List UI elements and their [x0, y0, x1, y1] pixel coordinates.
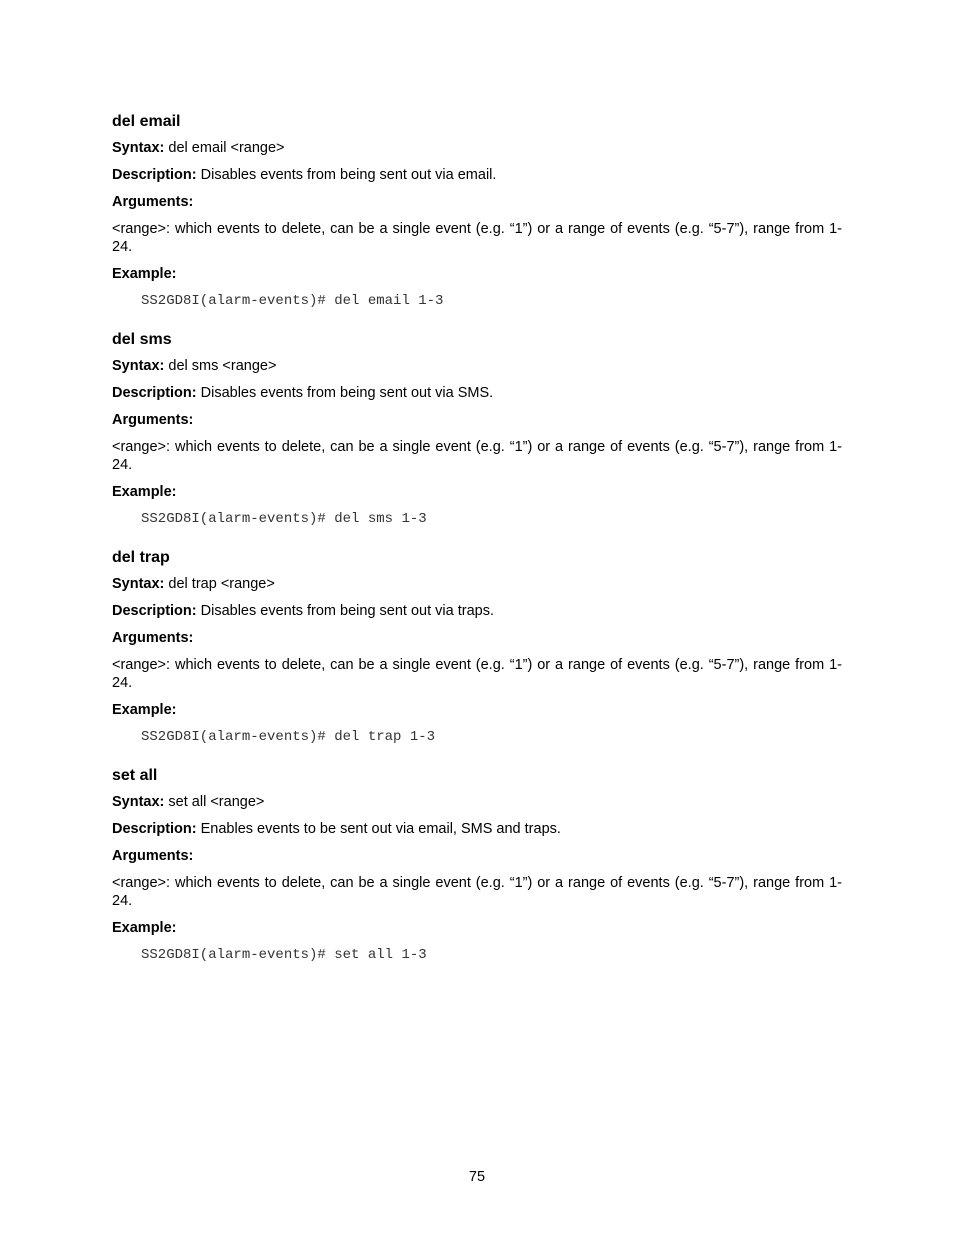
example-label: Example: [112, 702, 177, 718]
syntax-label: Syntax: [112, 358, 165, 374]
arguments-label: Arguments: [112, 630, 194, 646]
arguments-label: Arguments: [112, 848, 194, 864]
syntax-line [112, 139, 842, 157]
description-line [112, 384, 842, 402]
example-code: SS2GD8I(alarm-events)# del email 1-3 [141, 293, 444, 309]
document-body [112, 112, 842, 964]
description-label: Description: [112, 167, 197, 183]
description-value: Disables events from being sent out via SMS. [200, 385, 494, 401]
syntax-label: Syntax: [112, 794, 165, 810]
description-line [112, 602, 842, 620]
arguments-text: <range>: which events to delete, can be a single event (e.g. “1”) or a range of events (e.g. “5-7”), range from 1-24. [112, 875, 842, 909]
command-section-del-sms [112, 330, 842, 528]
example-code: SS2GD8I(alarm-events)# del sms 1-3 [141, 511, 427, 527]
example-label: Example: [112, 266, 177, 282]
syntax-label: Syntax: [112, 576, 165, 592]
syntax-value: del sms <range> [168, 358, 277, 374]
example-label: Example: [112, 484, 177, 500]
arguments-label: Arguments: [112, 412, 194, 428]
command-section-del-email [112, 112, 842, 310]
arguments-text: <range>: which events to delete, can be a single event (e.g. “1”) or a range of events (e.g. “5-7”), range from 1-24. [112, 221, 842, 255]
syntax-value: del trap <range> [168, 576, 275, 592]
description-value: Disables events from being sent out via traps. [200, 603, 494, 619]
command-title: del email [112, 113, 181, 130]
arguments-text: <range>: which events to delete, can be a single event (e.g. “1”) or a range of events (e.g. “5-7”), range from 1-24. [112, 657, 842, 691]
syntax-value: set all <range> [168, 794, 265, 810]
description-label: Description: [112, 603, 197, 619]
arguments-text: <range>: which events to delete, can be a single event (e.g. “1”) or a range of events (e.g. “5-7”), range from 1-24. [112, 439, 842, 473]
syntax-label: Syntax: [112, 140, 165, 156]
page-number: 75 [468, 1169, 486, 1185]
example-code: SS2GD8I(alarm-events)# set all 1-3 [141, 947, 427, 963]
command-title: del sms [112, 331, 172, 348]
command-title: del trap [112, 549, 170, 566]
syntax-line [112, 357, 842, 375]
example-label: Example: [112, 920, 177, 936]
description-value: Enables events to be sent out via email, SMS and traps. [200, 821, 561, 837]
description-label: Description: [112, 821, 197, 837]
syntax-line [112, 793, 842, 811]
syntax-line [112, 575, 842, 593]
arguments-label: Arguments: [112, 194, 194, 210]
syntax-value: del email <range> [168, 140, 285, 156]
description-line [112, 820, 842, 838]
description-line [112, 166, 842, 184]
command-title: set all [112, 767, 158, 784]
description-label: Description: [112, 385, 197, 401]
command-section-set-all [112, 766, 842, 964]
description-value: Disables events from being sent out via email. [200, 167, 497, 183]
command-section-del-trap [112, 548, 842, 746]
example-code: SS2GD8I(alarm-events)# del trap 1-3 [141, 729, 436, 745]
